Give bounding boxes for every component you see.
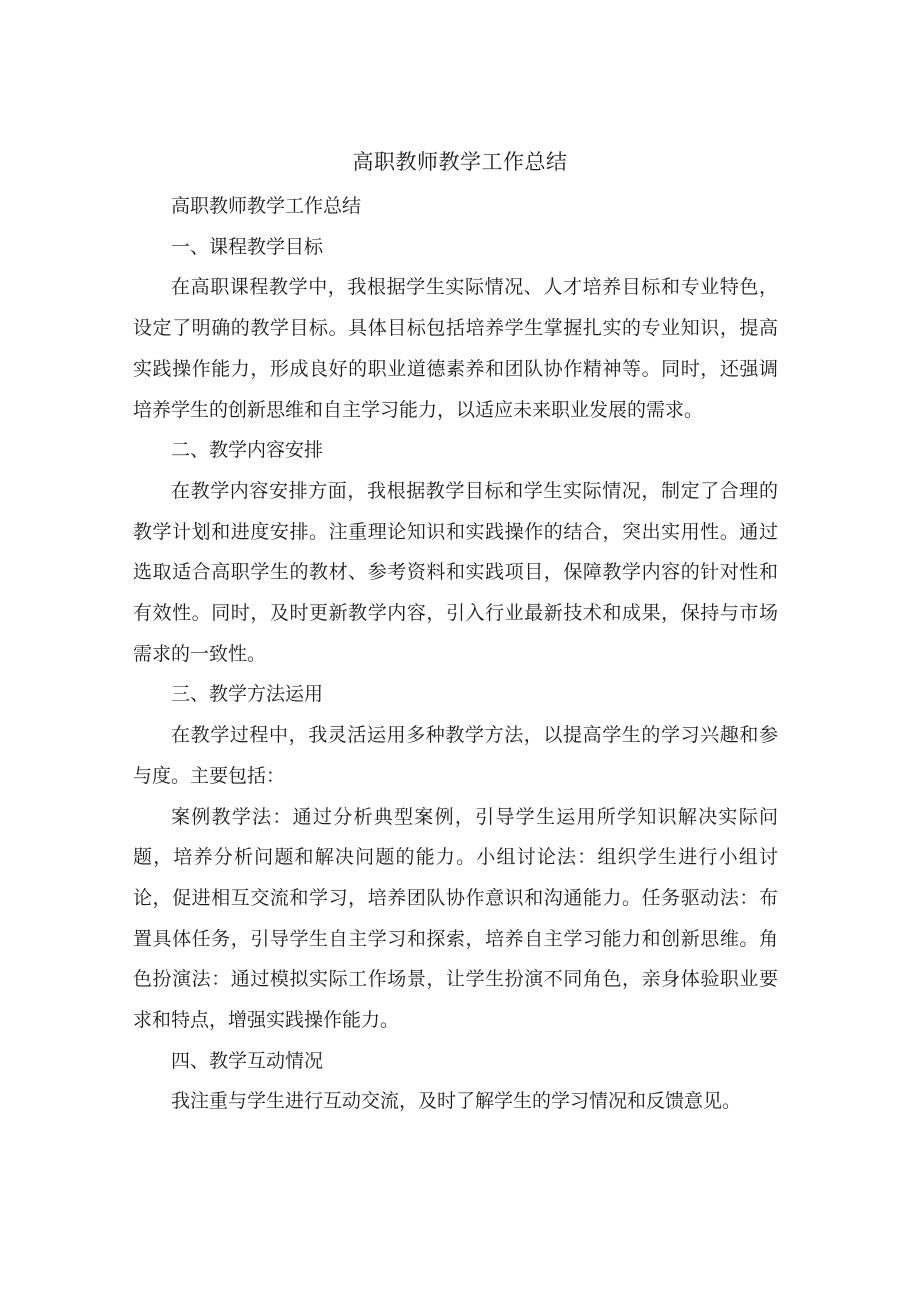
section-heading-4: 四、教学互动情况 bbox=[171, 1049, 324, 1072]
paragraph-interaction: 我注重与学生进行互动交流，及时了解学生的学习情况和反馈意见。 bbox=[171, 1090, 742, 1113]
subtitle-paragraph: 高职教师教学工作总结 bbox=[171, 195, 362, 217]
paragraph-course-goals: 在高职课程教学中，我根据学生实际情况、人才培养目标和专业特色，设定了明确的教学目标。具体目标包括培养学生掌握扎实的专业知识，提高实践操作能力，形成良好的职业道德素养和团队协作精神等。同时，还强调培养学生的创新思维和自主学习能力，以适应未来职业发展的需求。 bbox=[133, 276, 778, 421]
paragraph-methods-intro: 在教学过程中，我灵活运用多种教学方法，以提高学生的学习兴趣和参与度。主要包括： bbox=[133, 724, 778, 787]
paragraph-methods-list: 案例教学法：通过分析典型案例，引导学生运用所学知识解决实际问题，培养分析问题和解决问题的能力。小组讨论法：组织学生进行小组讨论，促进相互交流和学习，培养团队协作意识和沟通能力。任务驱动法：布置具体任务，引导学生自主学习和探索，培养自主学习能力和创新思维。角色扮演法：通过模拟实际工作场景，让学生扮演不同角色，亲身体验职业要求和特点，增强实践操作能力。 bbox=[133, 805, 778, 1032]
paragraph-content-arrangement: 在教学内容安排方面，我根据教学目标和学生实际情况，制定了合理的教学计划和进度安排。注重理论知识和实践操作的结合，突出实用性。通过选取适合高职学生的教材、参考资料和实践项目，保障教学内容的针对性和有效性。同时，及时更新教学内容，引入行业最新技术和成果，保持与市场需求的一致性。 bbox=[133, 479, 778, 665]
document-body bbox=[133, 186, 778, 1122]
page-title: 高职教师教学工作总结 bbox=[352, 150, 568, 174]
section-heading-2: 二、教学内容安排 bbox=[171, 439, 324, 462]
section-heading-3: 三、教学方法运用 bbox=[171, 683, 324, 706]
section-heading-1: 一、课程教学目标 bbox=[171, 235, 324, 258]
